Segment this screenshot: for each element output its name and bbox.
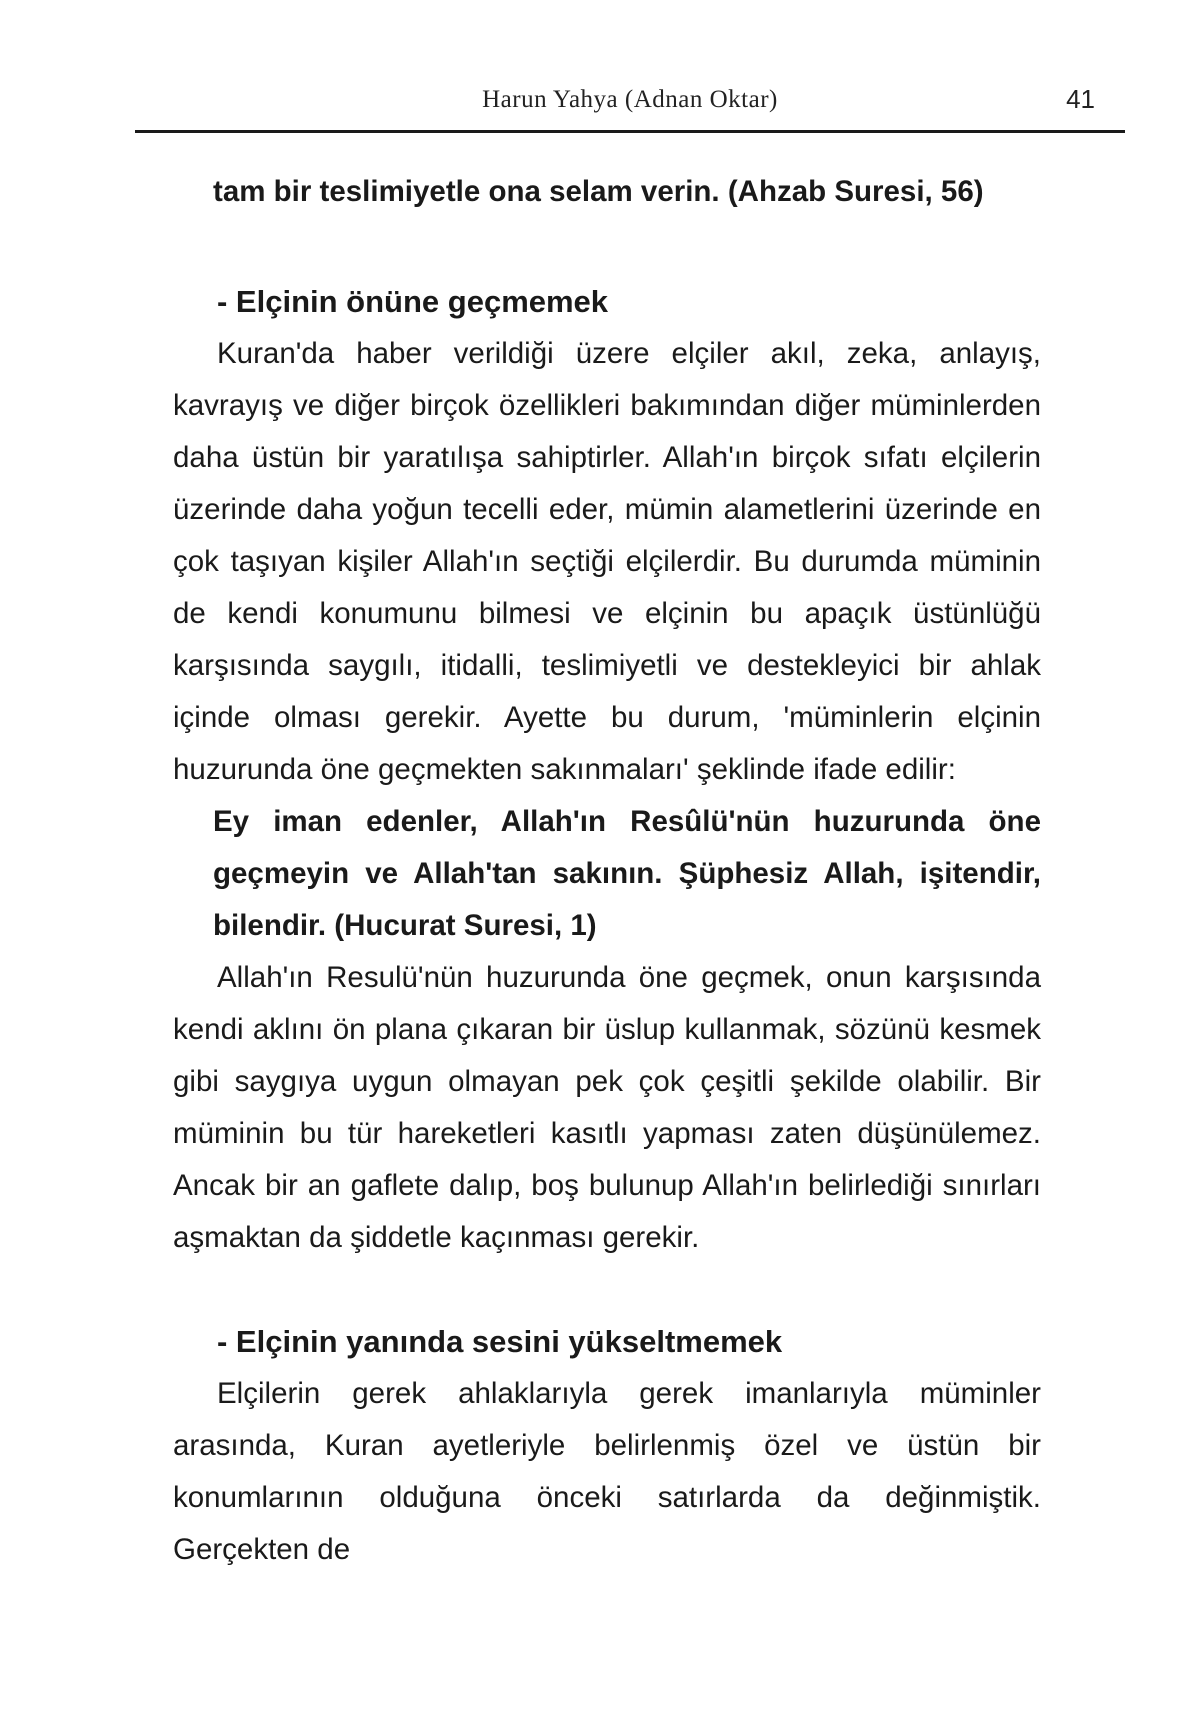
section-spacer xyxy=(173,1264,1041,1316)
section-heading-onune-gecmemek: - Elçinin önüne geçmemek xyxy=(217,284,609,319)
page-number: 41 xyxy=(1066,84,1095,114)
section-spacer xyxy=(173,218,1041,276)
body-paragraph-1: Kuran'da haber verildiği üzere elçiler akıl, zeka, anlayış, kavrayış ve diğer birçok özellikleri bakımından diğer müminlerden daha üstün bir yaratılışa sahiptirler. Allah'ın birçok sıfatı elçilerin üzerinde daha yoğun tecelli eder, mümin alametlerini üzerinde en çok taşıyan kişiler Allah'ın seçtiği elçilerdir. Bu durumda müminin de kendi konumunu bilmesi ve elçinin bu apaçık üstünlüğü karşısında saygılı, itidalli, teslimiyetli ve destekleyici bir ahlak içinde olması gerekir. Ayette bu durum, 'müminlerin elçinin huzurunda öne geçmekten sakınmaları' şeklinde ifade edilir: xyxy=(173,337,1041,786)
section-heading-sesini-yukseltmemek: - Elçinin yanında sesini yükseltmemek xyxy=(217,1324,783,1359)
body-paragraph-3: Elçilerin gerek ahlaklarıyla gerek imanlarıyla müminler arasında, Kuran ayetleriyle belirlenmiş özel ve üstün bir konumlarının olduğuna önceki satırlarda da değinmiştik. Gerçekten de xyxy=(173,1377,1041,1566)
body-paragraph-2: Allah'ın Resulü'nün huzurunda öne geçmek, onun karşısında kendi aklını ön plana çıkaran bir üslup kullanmak, sözünü kesmek gibi saygıya uygun olmayan pek çok çeşitli şekilde olabilir. Bir müminin bu tür hareketleri kasıtlı yapması zaten düşünülemez. Ancak bir an gaflete dalıp, boş bulunup Allah'ın belirlediği sınırları aşmaktan da şiddetle kaçınması gerekir. xyxy=(173,961,1041,1254)
verse-quote-ahzab: tam bir teslimiyetle ona selam verin. (Ahzab Suresi, 56) xyxy=(213,175,984,208)
book-author-title: Harun Yahya (Adnan Oktar) xyxy=(482,86,778,113)
running-header xyxy=(135,80,1125,133)
verse-quote-hucurat: Ey iman edenler, Allah'ın Resûlü'nün huzurunda öne geçmeyin ve Allah'tan sakının. Şüphesiz Allah, işitendir, bilendir. (Hucurat Suresi, 1) xyxy=(213,805,1041,942)
page-body xyxy=(173,166,1041,1576)
